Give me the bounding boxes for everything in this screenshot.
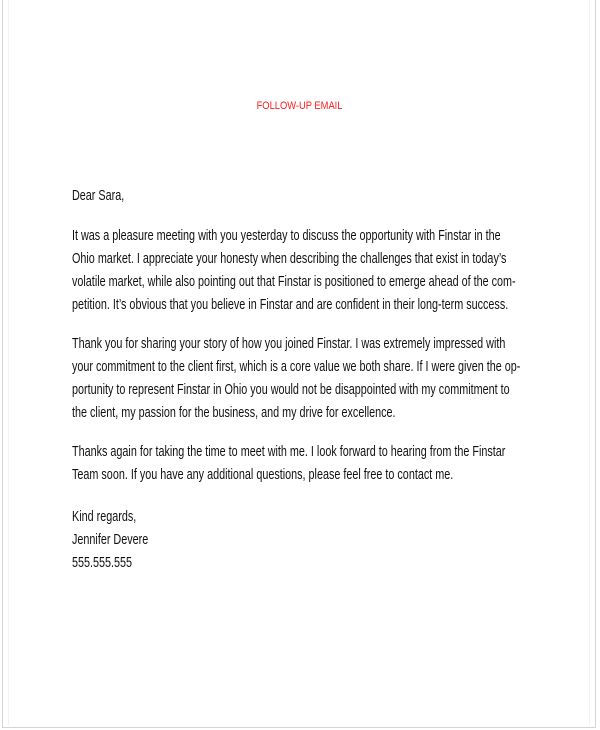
signature-name: Jennifer Devere	[72, 531, 149, 548]
paragraph-3-line: Thanks again for taking the time to meet with me. I look forward to hearing from the Finstar	[72, 443, 506, 460]
paragraph-2-line: your commitment to the client first, which is a core value we both share. If I were given the op-	[72, 358, 521, 375]
paragraph-1-line: Ohio market. I appreciate your honesty when describing the challenges that exist in today’s	[72, 250, 507, 267]
title-text: FOLLOW-UP EMAIL	[257, 100, 343, 112]
closing: Kind regards,	[72, 508, 137, 525]
paragraph-2-line: Thank you for sharing your story of how you joined Finstar. I was extremely impressed with	[72, 335, 506, 352]
paragraph-1-line: volatile market, while also pointing out that Finstar is positioned to emerge ahead of the com-	[72, 273, 516, 290]
paragraph-1-line: It was a pleasure meeting with you yesterday to discuss the opportunity with Finstar in the	[72, 227, 501, 244]
greeting: Dear Sara,	[72, 187, 125, 204]
paragraph-2-line: the client, my passion for the business, and my drive for excellence.	[72, 404, 396, 421]
paragraph-1-line: petition. It’s obvious that you believe in Finstar and are confident in their long-term success.	[72, 296, 509, 313]
paragraph-3-line: Team soon. If you have any additional questions, please feel free to contact me.	[72, 466, 454, 483]
paragraph-2-line: portunity to represent Finstar in Ohio you would not be disappointed with my commitment to	[72, 381, 510, 398]
document-title	[0, 100, 600, 112]
phone-number: 555.555.555	[72, 554, 133, 571]
